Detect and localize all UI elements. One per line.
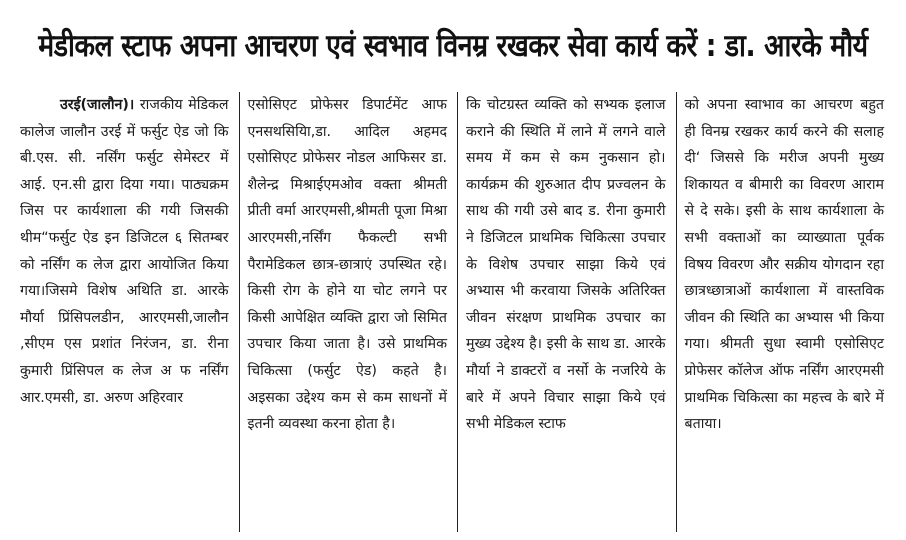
column-3-text: कि चोटग्रस्त व्यक्ति को सभ्यक इलाज कराने की स्थिति में लाने में लगने वाले समय में कम से कम नुकसान हो। कार्यक्रम की शुरुआत दीप प्रज्वलन के साथ की गयी उसे बाद ड. रीना कुमारी ने डिजिटल प्राथमिक चिकित्सा उपचार के विशेष उपचार साझा किये एवं अभ्यास भी करवाया जिसके अतिरिक्त जीवन संरक्षण प्राथमिक उपचार का मुख्य उद्देश्य है। इसी के साथ डा. आरके मौर्या ने डाक्टरों व नर्सो के नजरिये के बारे में अपने विचार साझा किये एवं सभी मेडिकल स्टाफ [466, 97, 666, 433]
article-column-1 [20, 92, 239, 532]
column-1-text: राजकीय मेडिकल कालेज जालौन उरई में फर्सुट ऐड जो कि बी.एस. सी. नर्सिंग फर्सुट सेमेस्टर में आई. एन.सी द्वारा दिया गया। पाठ्यक्रम जिस पर कार्यशाला की गयी जिसकी थीम“फर्सुट ऐड इन डिजिटल ६ सितम्बर को नर्सिंग क लेज द्वारा आयोजित किया गया।जिसमे विशेष अथिति डा. आरके मौर्या प्रिंसिपलडीन, आरएमसी,जालौन ,सीएम एस प्रशांत निरंजन, डा. रीना कुमारी प्रिंसिपल क लेज अ फ नर्सिंग आर.एमसी, डा. अरुण अहिरवार [20, 97, 229, 406]
column-2-text: एसोसिएट प्रोफेसर डिपार्टमेंट आफ एनसथसियिा,डा. आदिल अहमद एसोसिएट प्रोफेसर नोडल आफिसर डा. शैलेन्द्र मिश्राईएमओव वक्ता श्रीमती प्रीती वर्मा आरएमसी,श्रीमती पूजा मिश्रा आरएमसी,नर्सिंग फैकल्टी सभी पैरामेडिकल छात्र-छात्राएं उपस्थित रहे। किसी रोग के होने या चोट लगने पर किसी आपेक्षित व्यक्ति द्वारा जो सिमित उपचार किया जाता है। उसे प्राथमिक चिकित्सा (फर्सुट ऐड) कहते है। अइसका उद्देश्य कम से कम साधनों में इतनी व्यवस्था करना होता है। [247, 97, 447, 433]
headline: मेडीकल स्टाफ अपना आचरण एवं स्वभाव विनम्र रखकर सेवा कार्य करें : डा. आरके मौर्य [38, 28, 868, 64]
article-body [20, 92, 894, 532]
column-4-text: को अपना स्वाभाव का आचरण बहुत ही विनम्र रखकर कार्य करने की सलाह दी‘ जिससे कि मरीज अपनी मुख्य शिकायत व बीमारी का विवरण आराम से दे सके। इसी के साथ कार्यशाला के सभी वक्ताओं का व्याख्याता पूर्वक विषय विवरण और सक्रीय योगदान रहा छात्रध्छात्राओं कार्यशाला में वास्तविक जीवन की स्थिति का अभ्यास भी किया गया। श्रीमती सुधा स्वामी एसोसिएट प्रोफेसर कॉलेज ऑफ नर्सिंग आरएमसी प्राथमिक चिकित्सा का महत्त्व के बारे में बताया। [684, 97, 884, 433]
article-column-2 [239, 92, 458, 532]
article-column-3 [457, 92, 676, 532]
dateline: उरई(जालौन)। [60, 97, 135, 113]
article-column-4 [676, 92, 895, 532]
